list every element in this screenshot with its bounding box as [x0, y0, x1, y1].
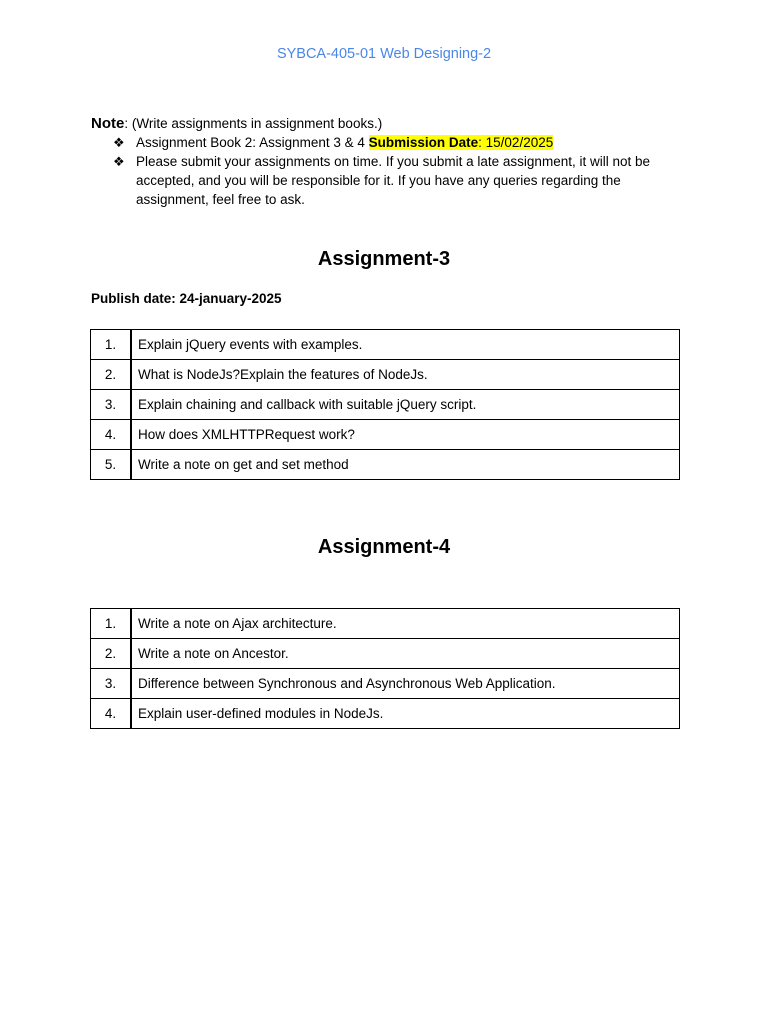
- table-row: [91, 669, 680, 699]
- question-number: 3.: [91, 390, 132, 420]
- table-row: [91, 609, 680, 639]
- question-number: 5.: [91, 450, 132, 480]
- table-row: [91, 420, 680, 450]
- note-bullet-list: [91, 133, 691, 209]
- diamond-bullet-icon: ❖: [113, 154, 125, 169]
- question-text: What is NodeJs?Explain the features of NodeJs.: [131, 360, 680, 390]
- submission-date-label: Submission Date: [368, 135, 479, 150]
- question-number: 3.: [91, 669, 132, 699]
- question-text: Explain jQuery events with examples.: [131, 330, 680, 360]
- note-label: Note: [91, 115, 125, 132]
- question-text: Write a note on get and set method: [131, 450, 680, 480]
- assignment-4-heading: Assignment-4: [317, 536, 451, 558]
- assignment-4-table: [90, 608, 680, 729]
- question-text: How does XMLHTTPRequest work?: [131, 420, 680, 450]
- assignment-3-table: [90, 329, 680, 480]
- question-text: Explain user-defined modules in NodeJs.: [131, 699, 680, 729]
- course-title: SYBCA-405-01 Web Designing-2: [276, 46, 492, 62]
- question-number: 1.: [91, 609, 132, 639]
- table-row: [91, 639, 680, 669]
- question-number: 2.: [91, 639, 132, 669]
- table-row: [91, 699, 680, 729]
- publish-date: Publish date: 24-january-2025: [91, 291, 282, 306]
- late-policy-text: Please submit your assignments on time. If you submit a late assignment, it will not be accepted, and you will be responsible for it. If you have any queries regarding the assignment, feel free to ask.: [136, 154, 650, 207]
- question-text: Difference between Synchronous and Asynchronous Web Application.: [131, 669, 680, 699]
- question-text: Explain chaining and callback with suitable jQuery script.: [131, 390, 680, 420]
- question-text: Write a note on Ajax architecture.: [131, 609, 680, 639]
- note-text: : (Write assignments in assignment books.): [124, 116, 383, 131]
- question-number: 4.: [91, 420, 132, 450]
- question-number: 1.: [91, 330, 132, 360]
- note-intro: [91, 114, 691, 133]
- diamond-bullet-icon: ❖: [113, 135, 125, 150]
- question-text: Write a note on Ancestor.: [131, 639, 680, 669]
- note-bullet-late-policy: [91, 152, 691, 209]
- note-bullet-submission: [91, 133, 691, 152]
- question-number: 2.: [91, 360, 132, 390]
- submission-date-highlight: [369, 135, 554, 150]
- submission-info-text: Assignment Book 2: Assignment 3 & 4: [136, 135, 369, 150]
- note-section: [91, 114, 691, 209]
- question-number: 4.: [91, 699, 132, 729]
- table-row: [91, 330, 680, 360]
- assignment-3-heading: Assignment-3: [317, 248, 451, 270]
- table-row: [91, 450, 680, 480]
- submission-date-value: : 15/02/2025: [478, 135, 554, 150]
- table-row: [91, 390, 680, 420]
- table-row: [91, 360, 680, 390]
